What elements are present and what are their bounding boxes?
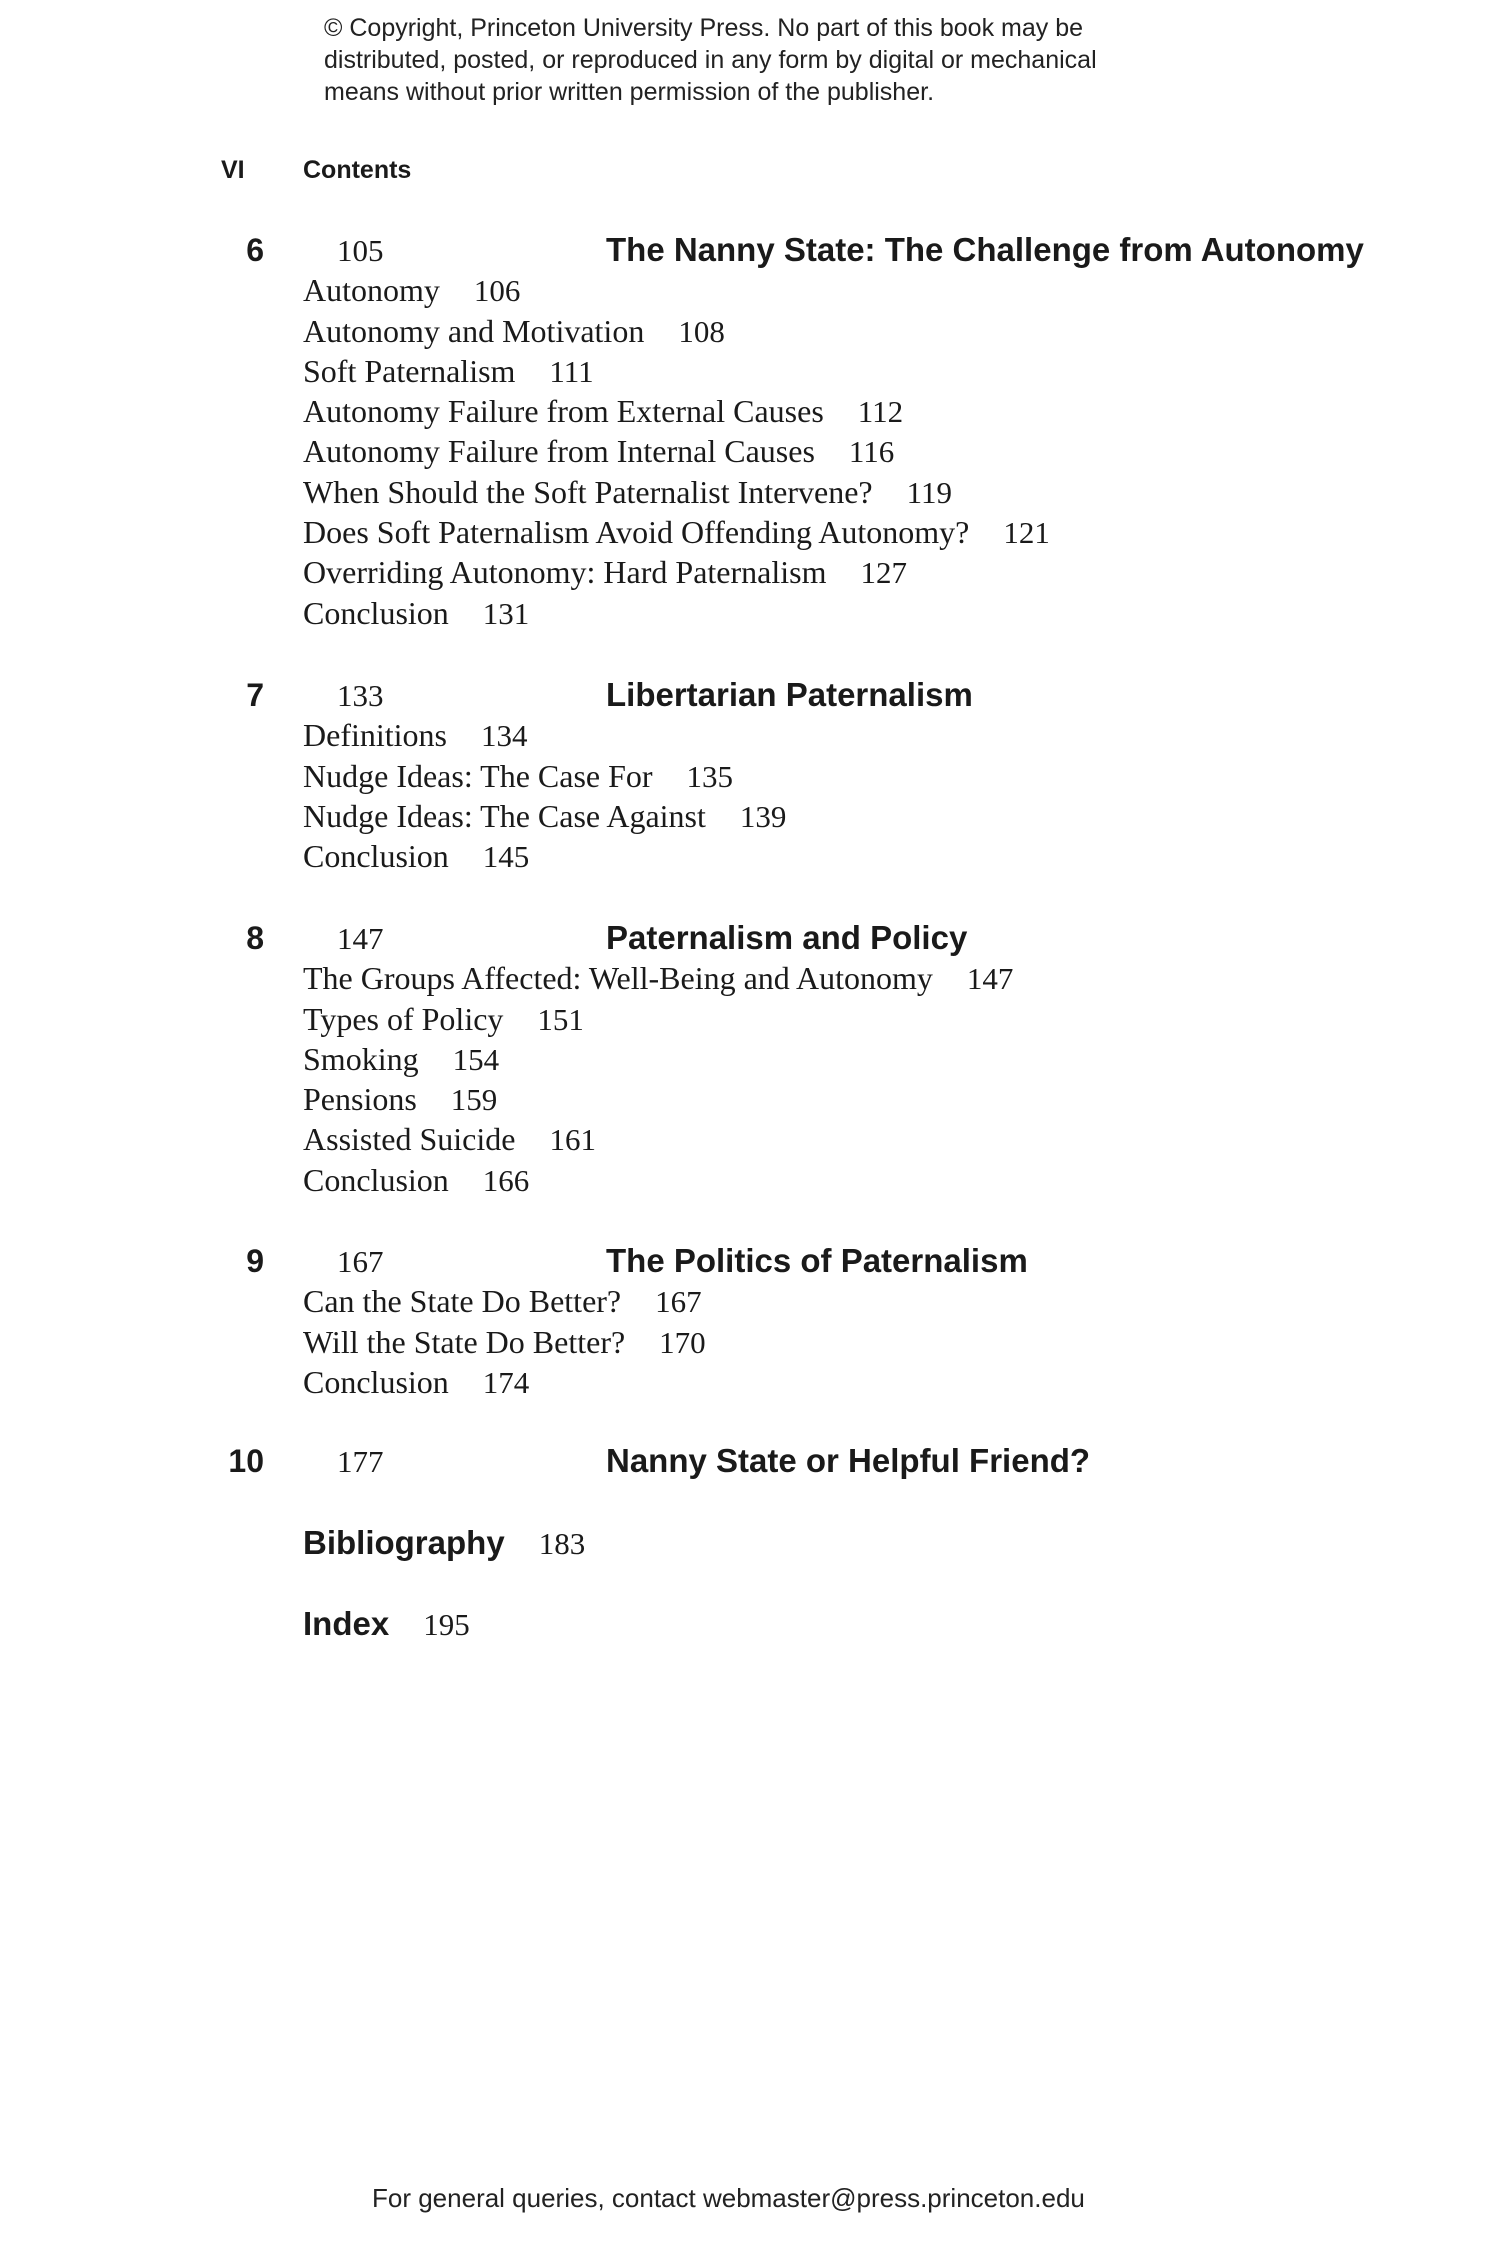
chapter-title: Libertarian Paternalism [606, 676, 973, 713]
chapter-title: The Nanny State: The Challenge from Autonomy [606, 231, 1364, 268]
section-link[interactable] [303, 1322, 706, 1363]
chapter-entry[interactable] [303, 230, 1364, 271]
section-title: Conclusion [303, 838, 449, 875]
section-page: 135 [686, 758, 734, 794]
section-link[interactable] [303, 351, 594, 392]
section-entry[interactable] [0, 311, 1500, 351]
section-page: 121 [1003, 515, 1050, 551]
chapter-block [0, 918, 1500, 1200]
section-link[interactable] [303, 311, 725, 352]
section-link[interactable] [303, 512, 1050, 553]
section-title: Autonomy [303, 272, 440, 309]
chapter-title: The Politics of Paternalism [606, 1242, 1028, 1279]
section-page: 159 [450, 1082, 498, 1118]
section-entry[interactable] [0, 958, 1500, 998]
section-page: 166 [482, 1162, 530, 1198]
copyright-notice [324, 12, 1097, 108]
section-title: Can the State Do Better? [303, 1283, 622, 1320]
section-title: Nudge Ideas: The Case For [303, 757, 653, 794]
chapter-entry[interactable] [303, 1441, 1091, 1482]
section-link[interactable] [303, 1079, 497, 1120]
copyright-line: distributed, posted, or reproduced in any form by digital or mechanical [324, 46, 1097, 74]
page-number: VI [221, 156, 245, 184]
section-entry[interactable] [0, 836, 1500, 876]
section-link[interactable] [303, 472, 952, 513]
chapter-heading[interactable] [0, 230, 1500, 270]
back-matter-title: Index [303, 1605, 390, 1642]
section-page: 131 [482, 595, 530, 631]
section-title: Soft Paternalism [303, 352, 516, 389]
chapter-page: 147 [337, 921, 384, 956]
section-entry[interactable] [0, 593, 1500, 633]
section-entry[interactable] [0, 1281, 1500, 1321]
section-link[interactable] [303, 1362, 529, 1403]
chapter-number: 7 [246, 677, 264, 713]
chapter-entry[interactable] [303, 1241, 1028, 1282]
section-link[interactable] [303, 715, 527, 756]
section-page: 161 [549, 1122, 596, 1158]
section-link[interactable] [303, 1160, 529, 1201]
section-entry[interactable] [0, 1039, 1500, 1079]
back-matter-page: 195 [423, 1607, 470, 1642]
section-link[interactable] [303, 1039, 499, 1080]
section-page: 139 [739, 798, 787, 834]
section-title: The Groups Affected: Well-Being and Autonomy [303, 960, 933, 997]
chapter-page: 167 [337, 1244, 384, 1279]
section-title: Pensions [303, 1081, 417, 1118]
chapter-block [0, 230, 1500, 633]
section-title: Smoking [303, 1040, 419, 1077]
back-matter-link[interactable] [303, 1604, 470, 1645]
section-page: 116 [848, 434, 895, 470]
chapter-heading[interactable] [0, 675, 1500, 715]
chapter-page: 177 [337, 1444, 384, 1479]
section-link[interactable] [303, 593, 529, 634]
section-entry[interactable] [0, 351, 1500, 391]
section-page: 154 [452, 1041, 500, 1077]
section-entry[interactable] [0, 512, 1500, 552]
chapter-number: 6 [246, 232, 264, 268]
section-title: Nudge Ideas: The Case Against [303, 797, 706, 834]
section-page: 134 [480, 718, 528, 754]
section-entry[interactable] [0, 1119, 1500, 1159]
section-title: Will the State Do Better? [303, 1323, 626, 1360]
section-entry[interactable] [0, 1362, 1500, 1402]
chapter-block [0, 1441, 1500, 1481]
section-link[interactable] [303, 958, 1013, 999]
section-page: 145 [482, 839, 530, 875]
section-entry[interactable] [0, 270, 1500, 310]
section-title: Conclusion [303, 594, 449, 631]
section-page: 147 [966, 961, 1014, 997]
section-page: 174 [482, 1364, 530, 1400]
section-entry[interactable] [0, 715, 1500, 755]
running-head-title: Contents [303, 156, 412, 184]
section-title: Definitions [303, 717, 447, 754]
section-entry[interactable] [0, 431, 1500, 471]
copyright-line: © Copyright, Princeton University Press. No part of this book may be [324, 14, 1084, 42]
section-page: 151 [537, 1001, 584, 1037]
section-title: Does Soft Paternalism Avoid Offending Autonomy? [303, 514, 970, 551]
chapter-page: 105 [337, 233, 384, 268]
chapter-entry[interactable] [303, 918, 968, 959]
chapter-block [0, 1241, 1500, 1402]
section-link[interactable] [303, 431, 894, 472]
section-page: 108 [678, 313, 725, 349]
chapter-heading[interactable] [0, 1441, 1500, 1481]
section-entry[interactable] [0, 1079, 1500, 1119]
chapter-title: Nanny State or Helpful Friend? [606, 1442, 1091, 1479]
section-entry[interactable] [0, 796, 1500, 836]
chapter-heading[interactable] [0, 918, 1500, 958]
section-link[interactable] [303, 796, 786, 837]
section-page: 127 [860, 555, 907, 591]
back-matter-entry[interactable] [0, 1604, 1500, 1644]
section-link[interactable] [303, 1119, 596, 1160]
chapter-number: 8 [246, 920, 264, 956]
section-entry[interactable] [0, 472, 1500, 512]
section-entry[interactable] [0, 756, 1500, 796]
chapter-entry[interactable] [303, 675, 973, 716]
back-matter-page: 183 [538, 1526, 586, 1561]
chapter-heading[interactable] [0, 1241, 1500, 1281]
section-link[interactable] [303, 999, 584, 1040]
footer-contact: For general queries, contact webmaster@press.princeton.edu [372, 2183, 1085, 2213]
section-title: Autonomy Failure from External Causes [303, 393, 824, 430]
copyright-line: means without prior written permission of the publisher. [324, 78, 935, 106]
section-title: Conclusion [303, 1363, 449, 1400]
section-page: 167 [655, 1284, 702, 1320]
section-page: 106 [473, 273, 521, 309]
section-page: 119 [906, 474, 952, 510]
section-title: When Should the Soft Paternalist Intervene? [303, 473, 873, 510]
section-entry[interactable] [0, 552, 1500, 592]
back-matter-link[interactable] [303, 1523, 585, 1564]
section-title: Types of Policy [303, 1000, 504, 1037]
section-entry[interactable] [0, 999, 1500, 1039]
chapter-number: 9 [246, 1243, 264, 1279]
section-title: Overriding Autonomy: Hard Paternalism [303, 554, 827, 591]
section-link[interactable] [303, 1281, 702, 1322]
chapter-page: 133 [337, 678, 384, 713]
back-matter-block [0, 1604, 1500, 1644]
section-link[interactable] [303, 552, 907, 593]
back-matter-title: Bibliography [303, 1524, 505, 1561]
section-link[interactable] [303, 391, 903, 432]
section-title: Conclusion [303, 1161, 449, 1198]
section-title: Autonomy and Motivation [303, 312, 645, 349]
section-link[interactable] [303, 756, 733, 797]
back-matter-entry[interactable] [0, 1523, 1500, 1563]
section-entry[interactable] [0, 391, 1500, 431]
chapter-number: 10 [228, 1443, 264, 1479]
section-entry[interactable] [0, 1322, 1500, 1362]
chapter-block [0, 675, 1500, 876]
section-title: Assisted Suicide [303, 1121, 516, 1158]
section-link[interactable] [303, 836, 529, 877]
chapter-title: Paternalism and Policy [606, 919, 968, 956]
section-entry[interactable] [0, 1160, 1500, 1200]
section-page: 111 [549, 353, 594, 389]
section-title: Autonomy Failure from Internal Causes [303, 433, 815, 470]
section-page: 170 [659, 1324, 706, 1360]
section-page: 112 [857, 394, 904, 430]
back-matter-block [0, 1523, 1500, 1563]
section-link[interactable] [303, 270, 520, 311]
